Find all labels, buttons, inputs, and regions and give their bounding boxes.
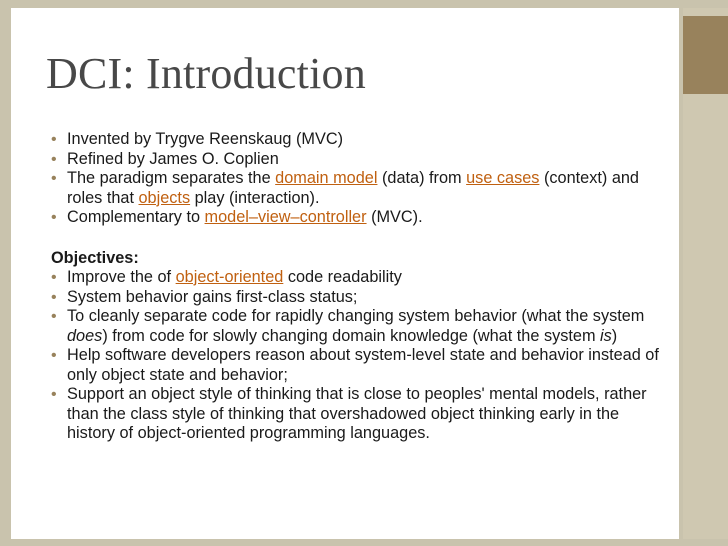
objectives-heading: Objectives: bbox=[51, 248, 139, 267]
bullet-item bbox=[51, 130, 671, 150]
decorative-side-bar bbox=[683, 8, 728, 539]
decorative-bottom-strip bbox=[11, 539, 679, 546]
slide-title: DCI: Introduction bbox=[46, 49, 366, 98]
bullet-text: System behavior gains first-class status; bbox=[67, 287, 358, 306]
bullet-item bbox=[51, 169, 671, 208]
bullet-text: Invented by Trygve Reenskaug (MVC) bbox=[67, 130, 344, 148]
hyperlink[interactable]: objects bbox=[138, 188, 191, 207]
bullet-text: (context) and roles that bbox=[67, 169, 639, 207]
hyperlink[interactable]: model–view–controller bbox=[204, 208, 367, 226]
bullet-text: play (interaction). bbox=[190, 188, 320, 207]
bullet-text: ) from code for slowly changing domain knowledge (what the system bbox=[102, 326, 601, 345]
bullet-text: Support an object style of thinking that is close to peoples' mental models, rather than the class style of thinking that overshadowed object thinking early in the history of object-oriented programming languages. bbox=[67, 385, 647, 442]
bullet-text: (data) from bbox=[377, 169, 467, 187]
bullet-item bbox=[51, 307, 671, 346]
bullet-item bbox=[51, 150, 671, 170]
objectives-bullet-list bbox=[51, 268, 671, 444]
bullet-item bbox=[51, 346, 671, 385]
emphasis-text: is bbox=[600, 326, 612, 345]
bullet-item bbox=[51, 385, 671, 444]
bullet-item bbox=[51, 208, 671, 228]
hyperlink[interactable]: domain model bbox=[275, 169, 378, 187]
bullet-text: Complementary to bbox=[67, 208, 205, 226]
bullet-text: Improve the of bbox=[67, 268, 176, 286]
slide-content bbox=[51, 130, 671, 444]
hyperlink[interactable]: object-oriented bbox=[175, 268, 284, 286]
intro-bullet-list bbox=[51, 130, 671, 228]
bullet-text: Refined by James O. Coplien bbox=[67, 149, 279, 168]
spacer bbox=[51, 228, 671, 249]
bullet-text: code readability bbox=[283, 268, 402, 286]
bullet-item bbox=[51, 288, 671, 308]
bullet-text: ) bbox=[611, 326, 618, 345]
emphasis-text: does bbox=[67, 326, 103, 345]
slide bbox=[11, 8, 679, 539]
decorative-accent-block bbox=[683, 16, 728, 94]
bullet-text: Help software developers reason about system-level state and behavior instead of only object state and behavior; bbox=[67, 346, 659, 384]
bullet-text: To cleanly separate code for rapidly changing system behavior (what the system bbox=[67, 307, 645, 325]
bullet-text: (MVC). bbox=[366, 208, 423, 226]
bullet-item bbox=[51, 268, 671, 288]
hyperlink[interactable]: use cases bbox=[466, 169, 540, 187]
bullet-text: The paradigm separates the bbox=[67, 169, 276, 187]
